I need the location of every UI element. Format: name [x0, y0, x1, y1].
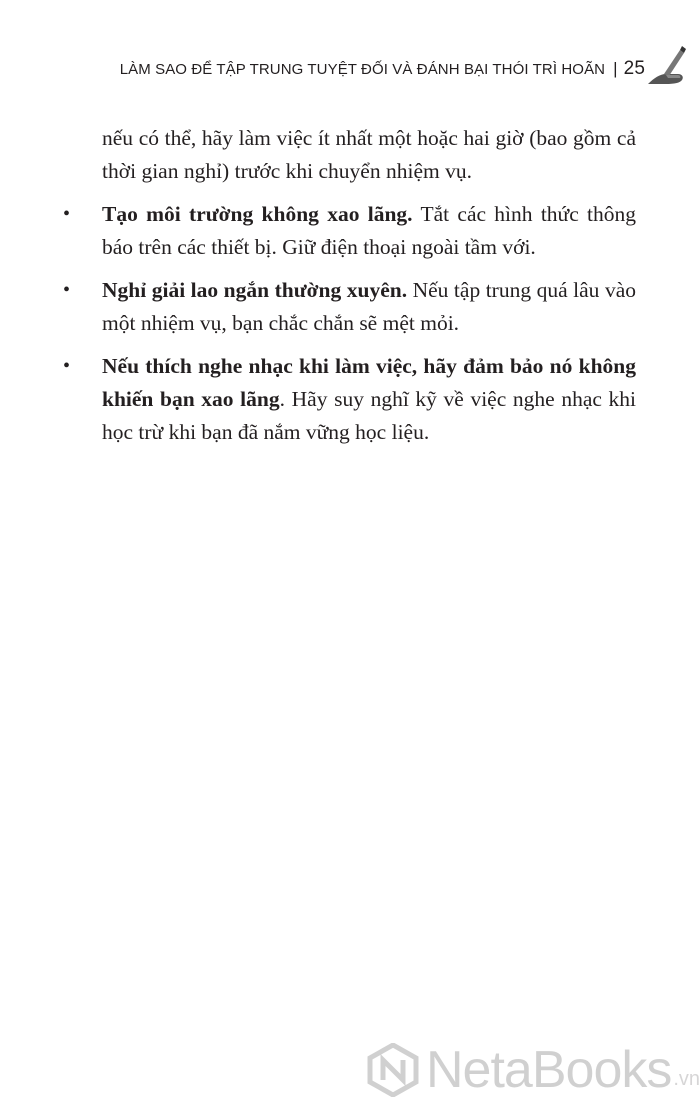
running-header	[100, 58, 645, 80]
bullet-item	[63, 274, 636, 340]
netabooks-logo-icon	[366, 1043, 420, 1097]
bullet-text: . Hãy suy nghĩ kỹ về việc nghe nhạc khi học trừ khi bạn đã nắm vững học liệu.	[102, 387, 636, 444]
page-number: 25	[623, 58, 645, 79]
bullet-list	[63, 198, 636, 449]
bullet-text: Tắt các hình thức thông báo trên các thiết bị. Giữ điện thoại ngoài tầm với.	[102, 202, 636, 259]
bullet-item	[63, 198, 636, 264]
bullet-text: Nếu tập trung quá lâu vào một nhiệm vụ, bạn chắc chắn sẽ mệt mỏi.	[102, 278, 636, 335]
bullet-marker: •	[63, 279, 71, 301]
page-content	[63, 122, 636, 459]
header-title: LÀM SAO ĐỂ TẬP TRUNG TUYỆT ĐỐI VÀ ĐÁNH BẠI THÓI TRÌ HOÃN	[119, 61, 606, 78]
bullet-heading: Tạo môi trường không xao lãng.	[102, 202, 413, 226]
watermark-brand: NetaBooks	[426, 1041, 672, 1099]
bullet-heading: Nếu thích nghe nhạc khi làm việc, hãy đảm bảo nó không khiến bạn xao lãng	[102, 354, 636, 411]
watermark-suffix: .vn	[673, 1067, 700, 1090]
intro-paragraph: nếu có thể, hãy làm việc ít nhất một hoặc hai giờ (bao gồm cả thời gian nghỉ) trước khi chuyển nhiệm vụ.	[102, 126, 636, 183]
bullet-marker: •	[63, 355, 71, 377]
watermark	[366, 1040, 700, 1100]
bullet-heading: Nghỉ giải lao ngắn thường xuyên.	[102, 278, 408, 302]
bullet-item	[63, 350, 636, 449]
header-separator: |	[613, 59, 618, 78]
bullet-marker: •	[63, 203, 71, 225]
pen-hand-icon	[644, 44, 688, 88]
